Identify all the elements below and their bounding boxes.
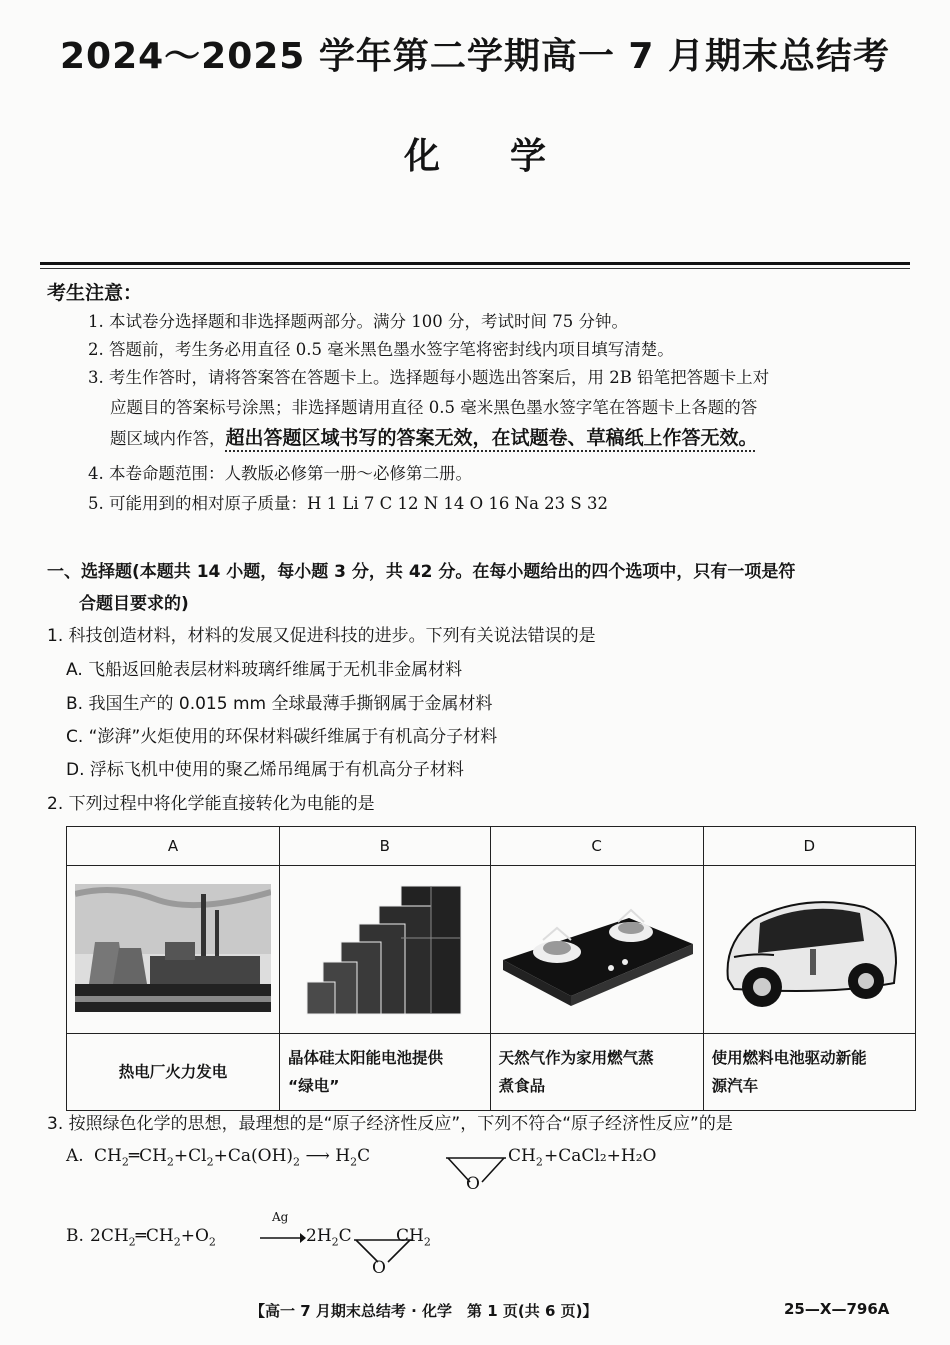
caption-line: “绿电”: [288, 1077, 340, 1095]
solar-panels-image: [280, 866, 491, 1034]
question-1-stem: 1. 科技创造材料，材料的发展又促进科技的进步。下列有关说法错误的是: [47, 626, 596, 646]
divider: [40, 262, 910, 265]
question-3-option-b: [66, 1210, 486, 1286]
option-label: B.: [66, 1226, 84, 1246]
question-3-option-a: [66, 1142, 686, 1204]
product: $CH_2$: [508, 1146, 543, 1169]
reactants: $2CH_2═CH_2+O_2$: [90, 1226, 216, 1249]
gas-stove-image: [490, 866, 703, 1034]
question-3-stem: 3. 按照绿色化学的思想，最理想的是“原子经济性反应”，下列不符合“原子经济性反应”的是: [47, 1114, 733, 1134]
notice-item-line: [110, 424, 758, 453]
option-caption-b: [280, 1034, 491, 1111]
question-1-option-a: A. 飞船返回舱表层材料玻璃纤维属于无机非金属材料: [66, 660, 463, 680]
exam-title: 2024～2025 学年第二学期高一 7 月期末总结考: [59, 36, 891, 77]
section-line: 合题目要求的): [79, 594, 189, 614]
notice-item: 4. 本卷命题范围：人教版必修第一册～必修第二册。: [88, 464, 472, 483]
option-caption-d: [703, 1034, 915, 1111]
caption-line: 热电厂火力发电: [118, 1063, 228, 1081]
option-header: B: [280, 827, 491, 866]
power-plant-image: [67, 866, 280, 1034]
section-heading: [47, 556, 917, 620]
caption-line: 源汽车: [711, 1077, 759, 1095]
caption-line: 天然气作为家用燃气蒸: [498, 1049, 654, 1067]
oxygen-atom: O: [372, 1258, 386, 1278]
notice-item: 5. 可能用到的相对原子质量：H 1 Li 7 C 12 N 14 O 16 Na 23 S 32: [88, 494, 608, 513]
divider: [40, 268, 910, 269]
question-1-option-c: C. “澎湃”火炬使用的环保材料碳纤维属于有机高分子材料: [66, 727, 498, 747]
reaction-arrow: [260, 1232, 306, 1244]
question-2-table: [66, 826, 916, 1111]
caption-line: 使用燃料电池驱动新能: [711, 1049, 867, 1067]
page-footer: 【高一 7 月期末总结考 · 化学 第 1 页(共 6 页)】: [250, 1302, 598, 1320]
notice-heading: 考生注意：: [47, 282, 143, 304]
subject-title: 化学: [403, 136, 616, 177]
paper-code: 25—X—796A: [784, 1300, 890, 1318]
section-line: 一、选择题(本题共 14 小题，每小题 3 分，共 42 分。在每小题给出的四个选项中，只有一项是符: [47, 562, 796, 582]
notice-item: 1. 本试卷分选择题和非选择题两部分。满分 100 分，考试时间 75 分钟。: [88, 312, 628, 331]
question-1-option-d: D. 浮标飞机中使用的聚乙烯吊绳属于有机高分子材料: [66, 760, 464, 780]
option-header: C: [490, 827, 703, 866]
notice-text: 题区域内作答，: [110, 429, 226, 448]
option-label: A.: [66, 1146, 84, 1166]
byproducts: +CaCl₂+H₂O: [544, 1146, 657, 1166]
question-2-stem: 2. 下列过程中将化学能直接转化为电能的是: [47, 794, 375, 814]
option-caption-c: [490, 1034, 703, 1111]
option-caption-a: [67, 1034, 280, 1111]
oxygen-atom: O: [466, 1174, 480, 1194]
electric-car-image: [703, 866, 915, 1034]
catalyst-label: Ag: [272, 1210, 289, 1224]
notice-item: 3. 考生作答时，请将答案答在答题卡上。选择题每小题选出答案后，用 2B 铅笔把答题卡上对: [88, 368, 770, 387]
option-header: A: [67, 827, 280, 866]
reactants: $CH_2═CH_2+Cl_2+Ca(OH)_2$ ⟶ $H_2C$: [94, 1146, 371, 1169]
notice-item: 应题目的答案标号涂黑；非选择题请用直径 0.5 毫米黑色墨水签字笔在答题卡上各题的答: [110, 398, 758, 417]
product: $CH_2$: [396, 1226, 431, 1249]
caption-line: 煮食品: [498, 1077, 546, 1095]
question-1-option-b: B. 我国生产的 0.015 mm 全球最薄手撕钢属于金属材料: [66, 694, 493, 714]
option-header: D: [703, 827, 915, 866]
notice-emphasis: 超出答题区域书写的答案无效，在试题卷、草稿纸上作答无效。: [225, 427, 758, 449]
product: $2H_2C$: [306, 1226, 352, 1249]
caption-line: 晶体硅太阳能电池提供: [288, 1049, 444, 1067]
notice-item: 2. 答题前，考生务必用直径 0.5 毫米黑色墨水签字笔将密封线内项目填写清楚。: [88, 340, 674, 359]
